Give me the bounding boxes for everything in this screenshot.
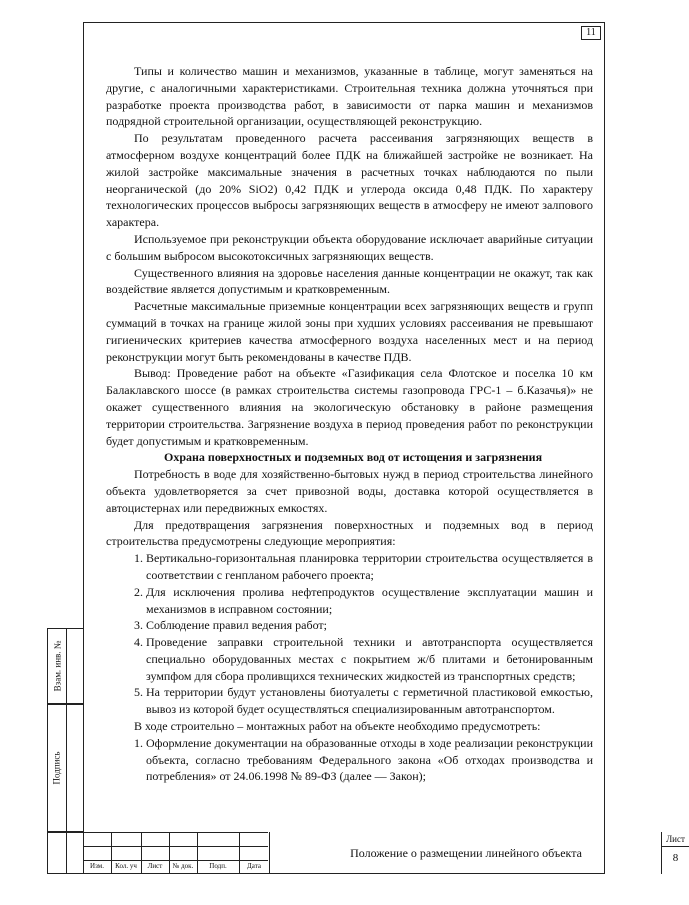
paragraph: Существенного влияния на здоровье населения данные концентрации не окажут, так как воздействие является допустимым и кратковременным. [106,265,593,297]
side-box-inv-value [66,628,83,704]
col-header: № док. [172,862,194,870]
document-body [106,63,593,785]
paragraph: В ходе строительно – монтажных работ на объекте необходимо предусмотреть: [134,719,541,734]
paragraph: По результатам проведенного расчета рассеивания загрязняющих веществ в атмосферном воздухе концентраций более ПДК на ближайшей застройке не возникает. На жилой застройке максимальные значения в расчетных точках наблюдаются по пыли неорганической (до 20% SiO2) 0,42 ПДК и углерода оксида 0,48 ПДК. По характеру технологических процессов выбросы загрязняющих веществ в атмосферу не имеют залпового характера. [106,131,593,230]
col-header: Дата [247,862,261,870]
title-block [83,832,685,874]
list-item: 2. Для исключения пролива нефтепродуктов осуществление эксплуатации машин и механизмов в исправном состоянии; [134,584,593,616]
requirements-list [106,735,593,785]
side-label-sign: Подпись [52,751,62,785]
paragraph: Расчетные максимальные приземные концентрации всех загрязняющих веществ и групп суммаций в точках на границе жилой зоны при худших условиях рассеивания не превышают гигиенических критериев качества атмосферного воздуха населенных мест и на период реконструкции могут быть рекомендованы в качестве ПДВ. [106,299,593,364]
paragraph: Потребность в воде для хозяйственно-бытовых нужд в период строительства линейного объекта удовлетворяется за счет привозной воды, доставка которой осуществляется в автоцистернах или передвижных емкостях. [106,467,593,515]
col-header: Кол. уч [115,862,137,870]
document-title: Положение о размещении линейного объекта [269,832,662,874]
paragraph: Вывод: Проведение работ на объекте «Газификация села Флотское и поселка 10 км Балаклавского шоссе (в рамках строительства системы газопровода ГРС-1 – б.Казачья)» не окажет существенного влияния на экологическую обстановку в районе размещения территории строительства. Загрязнение воздуха в период проведения работ по реконструкции будет допустимым и кратковременным. [106,366,593,448]
list-item: 5. На территории будут установлены биотуалеты с герметичной пластиковой емкостью, вывоз из которой будет осуществляться специализированным автотранспортом. [134,685,593,717]
measures-list [106,550,593,718]
col-header: Подп. [209,862,227,870]
side-box-bottom [47,832,67,874]
sheet-cell [661,832,689,874]
sheet-number: 8 [672,852,679,864]
col-header: Лист [147,862,163,870]
list-item: 4. Проведение заправки строительной техники и автотранспорта осуществляется специально оборудованных местах с покрытием ж/б плитами и бетонированным зумпфом для сбора проливщихся технических жидкостей из транспортных средств; [134,635,593,683]
list-item: 1. Оформление документации на образованные отходы в ходе реализации реконструкции объекта, согласно требованиям Федерального закона «Об отходах производства и потребления» от 24.06.1998 № 89-ФЗ (далее — Закон); [134,735,593,784]
paragraph: Для предотвращения загрязнения поверхностных и подземных вод в период строительства предусмотрены следующие мероприятия: [106,517,593,549]
list-item: 1. Вертикально-горизонтальная планировка территории строительства осуществляется в соответствии с генпланом рабочего проекта; [134,551,593,582]
sheet-label: Лист [662,834,689,847]
paragraph: Используемое при реконструкции объекта оборудование исключает аварийные ситуации с большим выбросом высокотоксичных загрязняющих веществ. [106,231,593,263]
side-box-sign-value [66,704,83,832]
top-page-number: 11 [581,26,601,40]
side-label-inv: Взам. инв. № [52,640,62,692]
col-header: Изм. [90,862,104,870]
paragraph: Типы и количество машин и механизмов, указанные в таблице, могут заменяться на другие, с аналогичными характеристиками. Строительная техника должна уточняться при разработке проекта производства работ, в зависимости от парка машин и механизмов подрядной строительной организации, осуществляющей реконструкцию. [106,64,593,129]
side-box-bottom-value [66,832,83,874]
section-heading: Охрана поверхностных и подземных вод от истощения и загрязнения [164,450,543,465]
list-item: 3. Соблюдение правил ведения работ; [134,618,327,633]
